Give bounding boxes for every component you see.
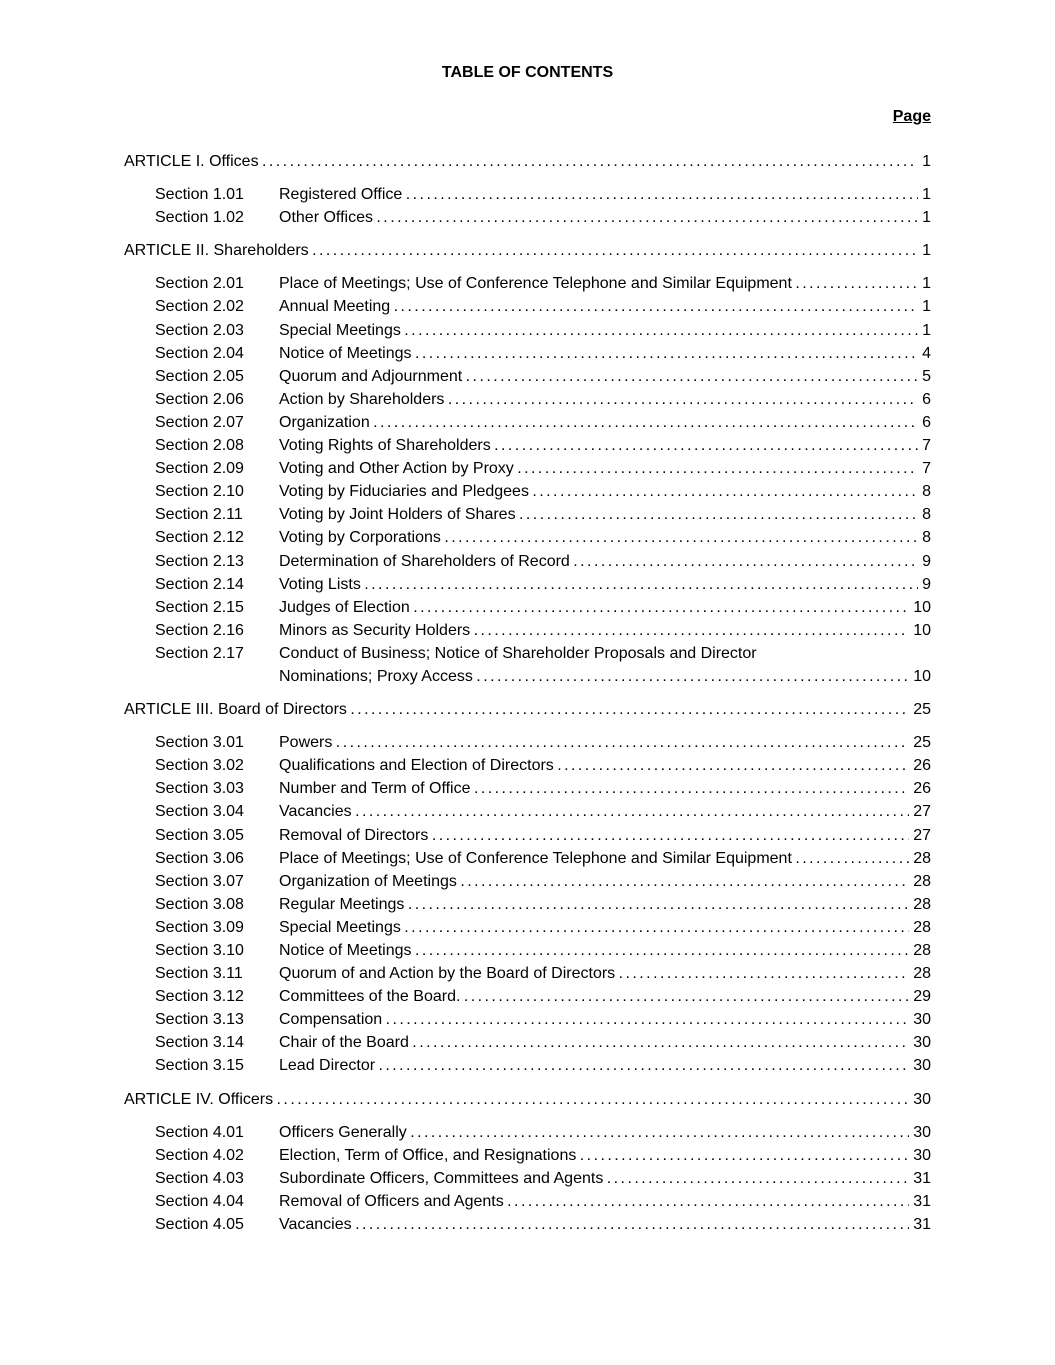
section-number: Section 3.07 [155,872,244,890]
section-page-number: 5 [922,367,931,385]
section-number: Section 1.01 [155,186,244,204]
section-title: Powers . . . [279,731,909,754]
toc-article-entry[interactable] [124,150,931,173]
article-title: ARTICLE III. Board of Directors . . . [124,698,909,721]
section-page-number: 29 [913,988,931,1006]
section-page-number: 25 [913,734,931,752]
section-title: Place of Meetings; Use of Conference Telephone and Similar Equipment . . . [279,272,918,295]
toc-section-entry[interactable] [124,457,931,480]
section-title: Officers Generally . . . [279,1121,909,1144]
section-title: Subordinate Officers, Committees and Agents . . . [279,1167,909,1190]
section-number: Section 4.04 [155,1192,244,1210]
toc-article-block [124,239,931,688]
section-number: Section 2.10 [155,483,244,501]
section-title-line-1: Conduct of Business; Notice of Shareholder Proposals and Director [279,644,757,662]
toc-section-entry[interactable] [124,916,931,939]
toc-article-entry[interactable] [124,239,931,262]
section-page-number: 31 [913,1192,931,1210]
page-title: TABLE OF CONTENTS [441,64,614,81]
section-number: Section 3.15 [155,1057,244,1075]
section-title: Annual Meeting . . . [279,295,918,318]
toc-section-entry[interactable] [124,503,931,526]
section-page-number: 30 [913,1123,931,1141]
section-page-number: 28 [913,918,931,936]
toc-section-entry[interactable] [124,480,931,503]
section-page-number: 8 [922,506,931,524]
toc-section-entry[interactable] [124,573,931,596]
section-title: Voting by Joint Holders of Shares . . . [279,503,918,526]
toc-section-entry[interactable] [124,847,931,870]
section-number: Section 3.01 [155,734,244,752]
section-number: Section 2.06 [155,390,244,408]
section-number: Section 3.10 [155,942,244,959]
toc-section-entry[interactable] [124,619,931,642]
section-title: Voting Lists . . . [279,573,918,596]
section-title: Regular Meetings . . . [279,893,909,916]
article-page-number: 25 [913,701,931,719]
section-number: Section 2.07 [155,413,244,431]
section-title: Registered Office . . . [279,183,918,206]
toc-section-entry[interactable] [124,1144,931,1167]
section-number: Section 4.05 [155,1216,244,1234]
table-of-contents [124,150,931,1246]
toc-section-entry[interactable] [124,365,931,388]
section-number: Section 2.12 [155,529,244,547]
section-title: Minors as Security Holders . . . [279,619,909,642]
section-title: Special Meetings . . . [279,916,909,939]
toc-section-entry[interactable] [124,731,931,754]
section-page-number: 1 [922,298,931,316]
article-page-number: 1 [922,242,931,260]
section-title: Removal of Officers and Agents . . . [279,1190,909,1213]
section-title: Other Offices . . . [279,206,918,229]
section-title: Place of Meetings; Use of Conference Telephone and Similar Equipment . . . [279,847,909,870]
section-number: Section 3.04 [155,803,244,821]
section-title: Qualifications and Election of Directors . . . [279,754,909,777]
section-number: Section 3.05 [155,826,244,844]
section-page-number: 31 [913,1169,931,1187]
section-title: Voting by Corporations . . . [279,526,918,549]
section-title: Notice of Meetings . . . [279,342,918,365]
section-page-number: 8 [922,483,931,501]
section-number: Section 4.02 [155,1146,244,1164]
toc-section-entry[interactable] [124,824,931,847]
section-page-number: 9 [922,575,931,593]
section-number: Section 1.02 [155,209,244,227]
section-number: Section 2.05 [155,367,244,385]
section-page-number: 1 [922,275,931,293]
section-page-number: 30 [913,1146,931,1164]
section-number: Section 3.13 [155,1011,244,1029]
toc-section-entry[interactable] [124,272,931,295]
section-title: Election, Term of Office, and Resignations . . . [279,1144,909,1167]
section-page-number: 26 [913,757,931,775]
toc-section-entry[interactable] [124,319,931,342]
section-title: Vacancies . . . [279,800,909,823]
section-page-number: 8 [922,529,931,547]
section-title: Voting by Fiduciaries and Pledgees . . . [279,480,918,503]
section-page-number: 1 [922,186,931,204]
section-page-number: 28 [913,872,931,890]
article-title: ARTICLE II. Shareholders . . . [124,239,918,262]
section-number: Section 2.13 [155,552,244,570]
section-page-number: 28 [913,942,931,959]
toc-section-entry[interactable] [124,777,931,800]
article-page-number: 30 [913,1090,931,1108]
section-page-number: 30 [913,1011,931,1029]
section-title: Organization of Meetings . . . [279,870,909,893]
toc-article-entry[interactable] [124,698,931,721]
toc-article-block [124,150,931,229]
section-title-line-2-row [279,665,931,688]
section-page-number: 1 [922,209,931,227]
toc-section-entry[interactable] [124,1121,931,1144]
section-page-number: 30 [913,1034,931,1052]
section-number: Section 2.03 [155,321,244,339]
section-number: Section 4.01 [155,1123,244,1141]
toc-article-block [124,1088,931,1237]
toc-section-entry[interactable] [124,411,931,434]
section-page-number: 6 [922,413,931,431]
section-number: Section 2.17 [155,644,244,662]
toc-section-entry[interactable] [124,295,931,318]
section-number: Section 2.09 [155,460,244,478]
section-number: Section 3.11 [155,965,243,983]
section-page-number: 27 [913,826,931,844]
section-title: Voting Rights of Shareholders . . . [279,434,918,457]
section-page-number: 7 [922,460,931,478]
section-title: Organization . . . [279,411,918,434]
section-page-number: 27 [913,803,931,821]
section-page-number: 28 [913,895,931,913]
section-title: Chair of the Board . . . [279,1031,909,1054]
section-number: Section 3.14 [155,1034,244,1052]
section-title: Voting and Other Action by Proxy . . . [279,457,918,480]
section-title-block [279,642,931,688]
section-page-number: 4 [922,344,931,362]
section-number: Section 2.02 [155,298,244,316]
toc-section-entry[interactable] [124,1054,931,1077]
toc-section-entry[interactable] [124,526,931,549]
section-number: Section 3.03 [155,780,244,798]
section-title: Number and Term of Office . . . [279,777,909,800]
section-page-number: 28 [913,849,931,867]
section-number: Section 2.11 [155,506,243,524]
section-page-number: 1 [922,321,931,339]
toc-section-entry[interactable] [124,1213,931,1236]
section-title: Vacancies . . . [279,1213,909,1236]
toc-section-entry[interactable] [124,939,931,962]
article-title: ARTICLE IV. Officers . . . [124,1088,909,1111]
section-number: Section 4.03 [155,1169,244,1187]
toc-section-entry[interactable] [124,206,931,229]
section-title: Special Meetings . . . [279,319,918,342]
toc-section-entry[interactable] [124,1190,931,1213]
section-number: Section 2.15 [155,598,244,616]
section-title: Judges of Election . . . [279,596,909,619]
toc-section-entry[interactable] [124,962,931,985]
toc-section-entry[interactable] [124,388,931,411]
section-page-number: 9 [922,552,931,570]
toc-article-entry[interactable] [124,1088,931,1111]
section-number: Section 3.06 [155,849,244,867]
section-page-number: 26 [913,780,931,798]
section-number: Section 2.04 [155,344,244,362]
toc-section-entry[interactable] [124,800,931,823]
toc-section-entry[interactable] [124,434,931,457]
section-page-number: 28 [913,965,931,983]
section-title: Quorum and Adjournment . . . [279,365,918,388]
section-page-number: 30 [913,1057,931,1075]
section-title: Notice of Meetings . . . [279,939,909,962]
toc-section-entry[interactable] [124,183,931,206]
section-title: Action by Shareholders . . . [279,388,918,411]
section-page-number: 7 [922,437,931,455]
toc-section-entry[interactable] [124,870,931,893]
section-number: Section 3.12 [155,988,244,1006]
toc-section-entry[interactable] [124,893,931,916]
section-title: Compensation . . . [279,1008,909,1031]
section-title: Determination of Shareholders of Record . . . [279,550,918,573]
toc-section-entry[interactable] [124,1031,931,1054]
toc-section-entry[interactable] [124,342,931,365]
toc-section-entry[interactable] [124,1167,931,1190]
section-title: Committees of the Board. . . . [279,985,909,1008]
section-page-number: 10 [913,598,931,616]
section-number: Section 2.08 [155,437,244,455]
toc-section-entry[interactable] [124,985,931,1008]
toc-section-entry[interactable] [124,754,931,777]
section-number: Section 2.16 [155,621,244,639]
section-title: Quorum of and Action by the Board of Directors . . . [279,962,909,985]
section-number: Section 3.09 [155,918,244,936]
section-title: Removal of Directors . . . [279,824,909,847]
article-title: ARTICLE I. Offices . . . [124,150,918,173]
toc-section-entry[interactable] [124,1008,931,1031]
section-number: Section 3.02 [155,757,244,775]
toc-section-entry[interactable] [124,642,931,688]
section-page-number: 6 [922,390,931,408]
section-number: Section 3.08 [155,895,244,913]
toc-article-block [124,698,931,1078]
article-page-number: 1 [922,153,931,170]
section-page-number: 10 [913,621,931,639]
section-page-number: 10 [913,667,931,685]
section-number: Section 2.01 [155,275,244,293]
section-title-line-2: Nominations; Proxy Access . . . [279,665,909,688]
page-column-header: Page [892,108,931,125]
toc-section-entry[interactable] [124,596,931,619]
section-number: Section 2.14 [155,575,244,593]
section-page-number: 31 [913,1216,931,1234]
toc-section-entry[interactable] [124,550,931,573]
section-title: Lead Director . . . [279,1054,909,1077]
